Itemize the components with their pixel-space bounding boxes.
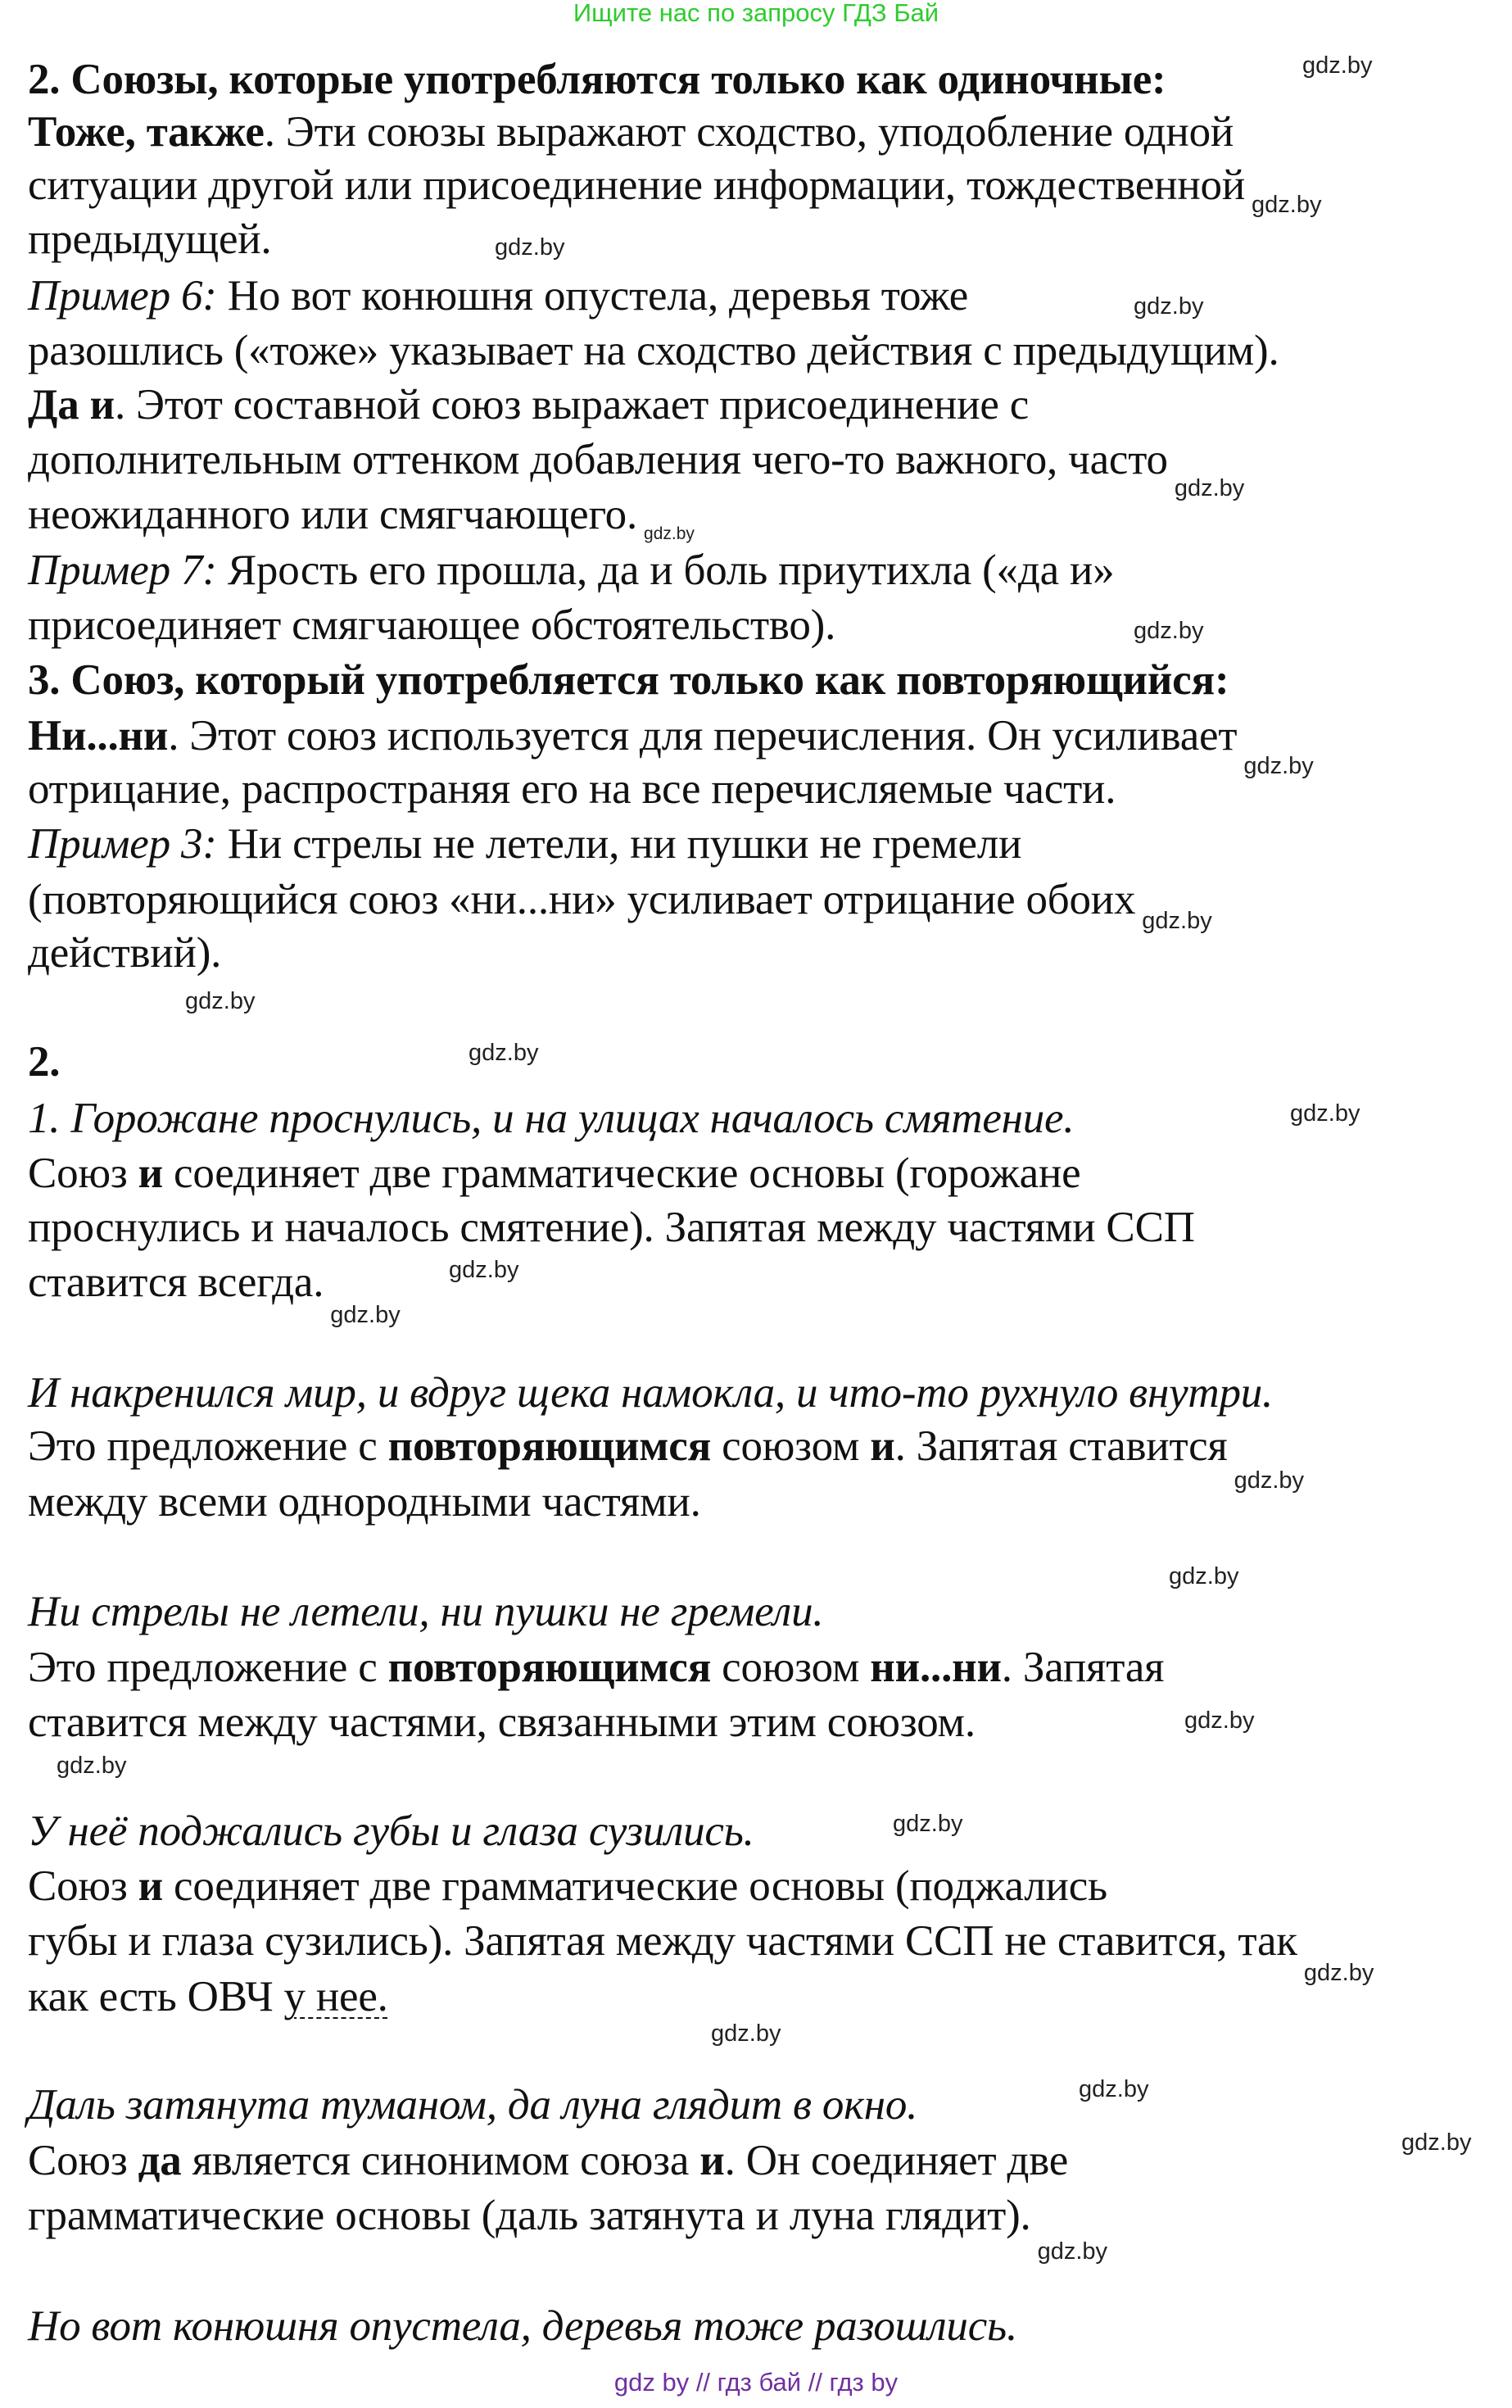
text-line — [28, 1477, 701, 1526]
text: ставится всегда. — [28, 1258, 324, 1306]
text-line — [28, 1149, 1080, 1198]
text: Это предложение с — [28, 1422, 388, 1470]
text-line — [28, 215, 271, 264]
bold-text: и — [870, 1422, 895, 1470]
gdz-watermark: gdz.by — [330, 1302, 401, 1328]
bold-text: и — [138, 1150, 163, 1197]
bold-text: Да и — [28, 381, 115, 429]
text-line — [28, 711, 1237, 760]
text: Ни стрелы не летели, ни пушки не гремели — [216, 820, 1022, 868]
gdz-watermark: gdz.by — [469, 1040, 539, 1066]
text: неожиданного или смягчающего. — [28, 491, 638, 538]
italic-text: Пример 7: — [28, 546, 217, 594]
gdz-watermark: gdz.by — [1290, 1100, 1360, 1127]
gdz-watermark: gdz.by — [711, 2020, 781, 2047]
italic-text: У неё поджались губы и глаза сузились. — [28, 1807, 754, 1855]
text: как есть ОВЧ — [28, 1973, 284, 2020]
text: ситуации другой или присоединение информации, тождественной — [28, 161, 1246, 209]
bold-text: повторяющимся — [387, 1422, 712, 1470]
gdz-watermark: gdz.by — [185, 988, 256, 1014]
gdz-watermark: gdz.by — [449, 1257, 519, 1283]
bold-text: и — [138, 1862, 163, 1910]
text-line — [28, 1862, 1107, 1911]
text-line — [28, 326, 1279, 375]
text-line — [28, 819, 1021, 868]
text: . Запятая — [1001, 1644, 1165, 1691]
italic-text: Даль затянута туманом, да луна глядит в окно. — [28, 2081, 918, 2129]
text: союзом — [711, 1422, 871, 1470]
gdz-watermark: gdz.by — [57, 1753, 127, 1779]
text-line — [28, 875, 1135, 924]
text: является синонимом союза — [181, 2137, 700, 2184]
text-line — [28, 1258, 324, 1307]
bold-text: 2. — [28, 1038, 61, 1086]
bold-text: Ни...ни — [28, 712, 169, 760]
text-line — [28, 2301, 1017, 2351]
italic-text: Пример 3: — [28, 820, 217, 868]
text: предыдущей. — [28, 215, 272, 263]
text-line — [28, 435, 1168, 484]
bold-text: 3. Союз, который употребляется только как повторяющийся: — [28, 656, 1229, 704]
italic-text: Ни стрелы не летели, ни пушки не гремели. — [28, 1588, 824, 1635]
top-banner: Ищите нас по запросу ГДЗ Бай — [573, 0, 939, 27]
text-line — [28, 2136, 1068, 2185]
text-line — [28, 1972, 388, 2021]
text: союзом — [711, 1644, 871, 1691]
text-line — [28, 2191, 1031, 2240]
text-line — [28, 1203, 1195, 1252]
text: действий). — [28, 929, 222, 977]
gdz-watermark: gdz.by — [1134, 293, 1204, 320]
bold-text: да — [138, 2137, 182, 2184]
text-line — [28, 271, 968, 320]
bold-text: повторяющимся — [387, 1644, 712, 1691]
text-line — [28, 490, 637, 539]
gdz-watermark: gdz.by — [1169, 1563, 1239, 1589]
text-line — [28, 928, 221, 977]
italic-text: 1. Горожане проснулись, и на улицах началось смятение. — [28, 1095, 1075, 1142]
text: Союз — [28, 1862, 138, 1910]
gdz-watermark: gdz.by — [1401, 2129, 1472, 2156]
text: разошлись («тоже» указывает на сходство действия с предыдущим). — [28, 327, 1279, 374]
gdz-watermark: gdz.by — [1142, 908, 1212, 934]
gdz-watermark: gdz.by — [1302, 52, 1373, 79]
text-line — [28, 2080, 917, 2129]
text: Ярость его прошла, да и боль приутихла («да и» — [216, 546, 1115, 594]
gdz-watermark: gdz.by — [644, 524, 695, 543]
text-line — [28, 380, 1029, 429]
gdz-watermark: gdz.by — [1079, 2076, 1149, 2102]
text-line — [28, 764, 1116, 814]
italic-text: И накренился мир, и вдруг щека намокла, и что-то рухнуло внутри. — [28, 1369, 1274, 1417]
text: грамматические основы (даль затянута и луна глядит). — [28, 2192, 1031, 2239]
bold-text: и — [699, 2137, 725, 2184]
gdz-watermark: gdz.by — [495, 234, 565, 261]
text: ставится между частями, связанными этим союзом. — [28, 1698, 976, 1746]
gdz-watermark: gdz.by — [1174, 475, 1245, 501]
bold-text: Тоже, также — [28, 108, 265, 156]
text-line — [28, 1698, 976, 1747]
italic-text: Пример 6: — [28, 272, 217, 320]
text: . Запятая ставится — [894, 1422, 1228, 1470]
gdz-watermark: gdz.by — [1252, 192, 1322, 218]
italic-text: Но вот конюшня опустела, деревья тоже разошлись. — [28, 2302, 1018, 2350]
text: . Этот союз используется для перечисления. Он усиливает — [168, 712, 1238, 760]
text: Но вот конюшня опустела, деревья тоже — [216, 272, 969, 320]
bold-text: ни...ни — [870, 1644, 1002, 1691]
gdz-watermark: gdz.by — [1303, 1960, 1374, 1986]
text-line — [28, 161, 1245, 210]
text-line — [28, 1368, 1273, 1417]
bold-text: 2. Союзы, которые употребляются только как одиночные: — [28, 56, 1166, 103]
text-line — [28, 1643, 1164, 1692]
gdz-watermark: gdz.by — [1037, 2238, 1108, 2265]
gdz-watermark: gdz.by — [1234, 1467, 1305, 1494]
text-line — [28, 1037, 60, 1086]
gdz-watermark: gdz.by — [1184, 1707, 1255, 1734]
text-line — [28, 107, 1234, 156]
gdz-watermark: gdz.by — [1243, 753, 1314, 779]
text: соединяет две грамматические основы (поджались — [162, 1862, 1108, 1910]
text-line — [28, 546, 1114, 595]
text-line — [28, 1587, 823, 1636]
underlined-text: у нее. — [283, 1973, 388, 2020]
gdz-watermark: gdz.by — [1134, 618, 1204, 644]
text: Это предложение с — [28, 1644, 388, 1691]
text-line — [28, 601, 835, 650]
text: отрицание, распространяя его на все перечисляемые части. — [28, 765, 1116, 813]
text: губы и глаза сузились). Запятая между частями ССП не ставится, так — [28, 1917, 1297, 1965]
text-line — [28, 655, 1229, 705]
text-line — [28, 55, 1166, 104]
text-line — [28, 1094, 1074, 1143]
text: . Этот составной союз выражает присоединение с — [114, 381, 1030, 429]
text: присоединяет смягчающее обстоятельство). — [28, 601, 836, 649]
text: . Он соединяет две — [724, 2137, 1069, 2184]
text: Союз — [28, 1150, 138, 1197]
gdz-watermark: gdz.by — [893, 1811, 963, 1837]
text: . Эти союзы выражают сходство, уподобление одной — [264, 108, 1234, 156]
text: проснулись и началось смятение). Запятая между частями ССП — [28, 1204, 1195, 1251]
footer-watermark: gdz by // гдз бай // гдз by — [613, 2368, 899, 2397]
text: Союз — [28, 2137, 138, 2184]
text-line — [28, 1422, 1228, 1471]
text: дополнительным оттенком добавления чего-то важного, часто — [28, 436, 1168, 483]
text-line — [28, 1916, 1297, 1966]
text-line — [28, 1807, 754, 1856]
text: между всеми однородными частями. — [28, 1478, 701, 1526]
text: (повторяющийся союз «ни...ни» усиливает отрицание обоих — [28, 876, 1136, 923]
text: соединяет две грамматические основы (горожане — [162, 1150, 1081, 1197]
